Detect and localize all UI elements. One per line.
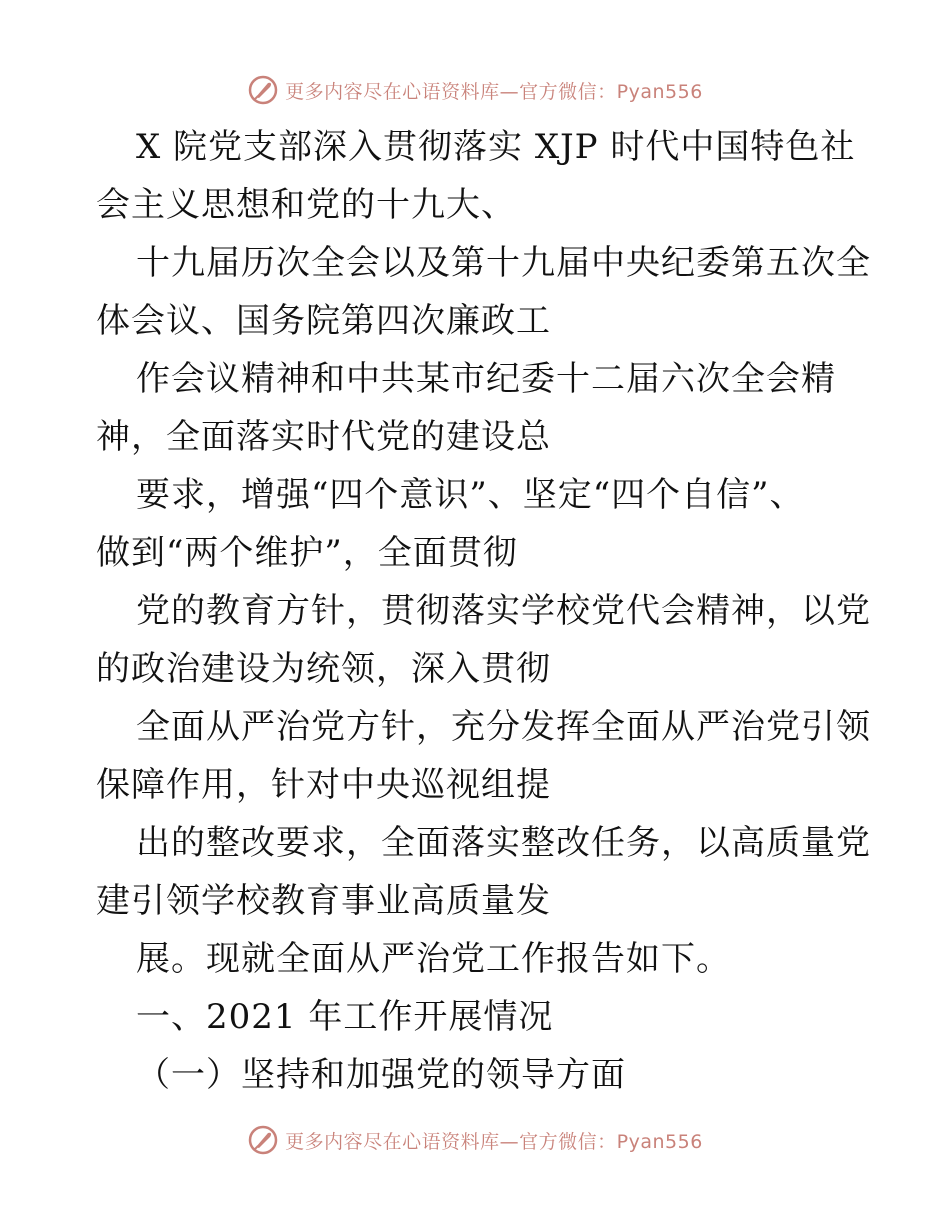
- body-line: 出的整改要求，全面落实整改任务，以高质量党: [136, 823, 871, 863]
- body-line: 作会议精神和中共某市纪委十二届六次全会精: [136, 359, 836, 399]
- body-line: 十九届历次全会以及第十九届中央纪委第五次全: [136, 243, 871, 283]
- subsection-heading: （一）坚持和加强党的领导方面: [136, 1055, 626, 1095]
- section-heading: 一、2021 年工作开展情况: [136, 997, 554, 1037]
- body-line: 做到“两个维护”，全面贯彻: [96, 533, 518, 573]
- body-line: 的政治建设为统领，深入贯彻: [96, 649, 551, 689]
- feather-pen-circle-icon: [247, 74, 279, 106]
- body-line: 要求，增强“四个意识”、坚定“四个自信”、: [136, 475, 805, 515]
- body-line: 神，全面落实时代党的建设总: [96, 417, 551, 457]
- body-line: 建引领学校教育事业高质量发: [96, 881, 551, 921]
- document-body: [96, 118, 871, 1104]
- body-line: 展。现就全面从严治党工作报告如下。: [136, 939, 731, 979]
- body-line: 保障作用，针对中央巡视组提: [96, 765, 551, 805]
- body-line: 体会议、国务院第四次廉政工: [96, 301, 551, 341]
- footer-watermark: [0, 1120, 950, 1160]
- header-watermark: [0, 70, 950, 110]
- feather-pen-circle-icon: [247, 1124, 279, 1156]
- body-line: 全面从严治党方针，充分发挥全面从严治党引领: [136, 707, 871, 747]
- watermark-text: 更多内容尽在心语资料库—官方微信：Pyan556: [285, 80, 703, 103]
- body-line: 党的教育方针，贯彻落实学校党代会精神，以党: [136, 591, 871, 631]
- body-line: 会主义思想和党的十九大、: [96, 185, 516, 225]
- watermark-text: 更多内容尽在心语资料库—官方微信：Pyan556: [285, 1130, 703, 1153]
- body-line: X 院党支部深入贯彻落实 XJP 时代中国特色社: [136, 127, 856, 167]
